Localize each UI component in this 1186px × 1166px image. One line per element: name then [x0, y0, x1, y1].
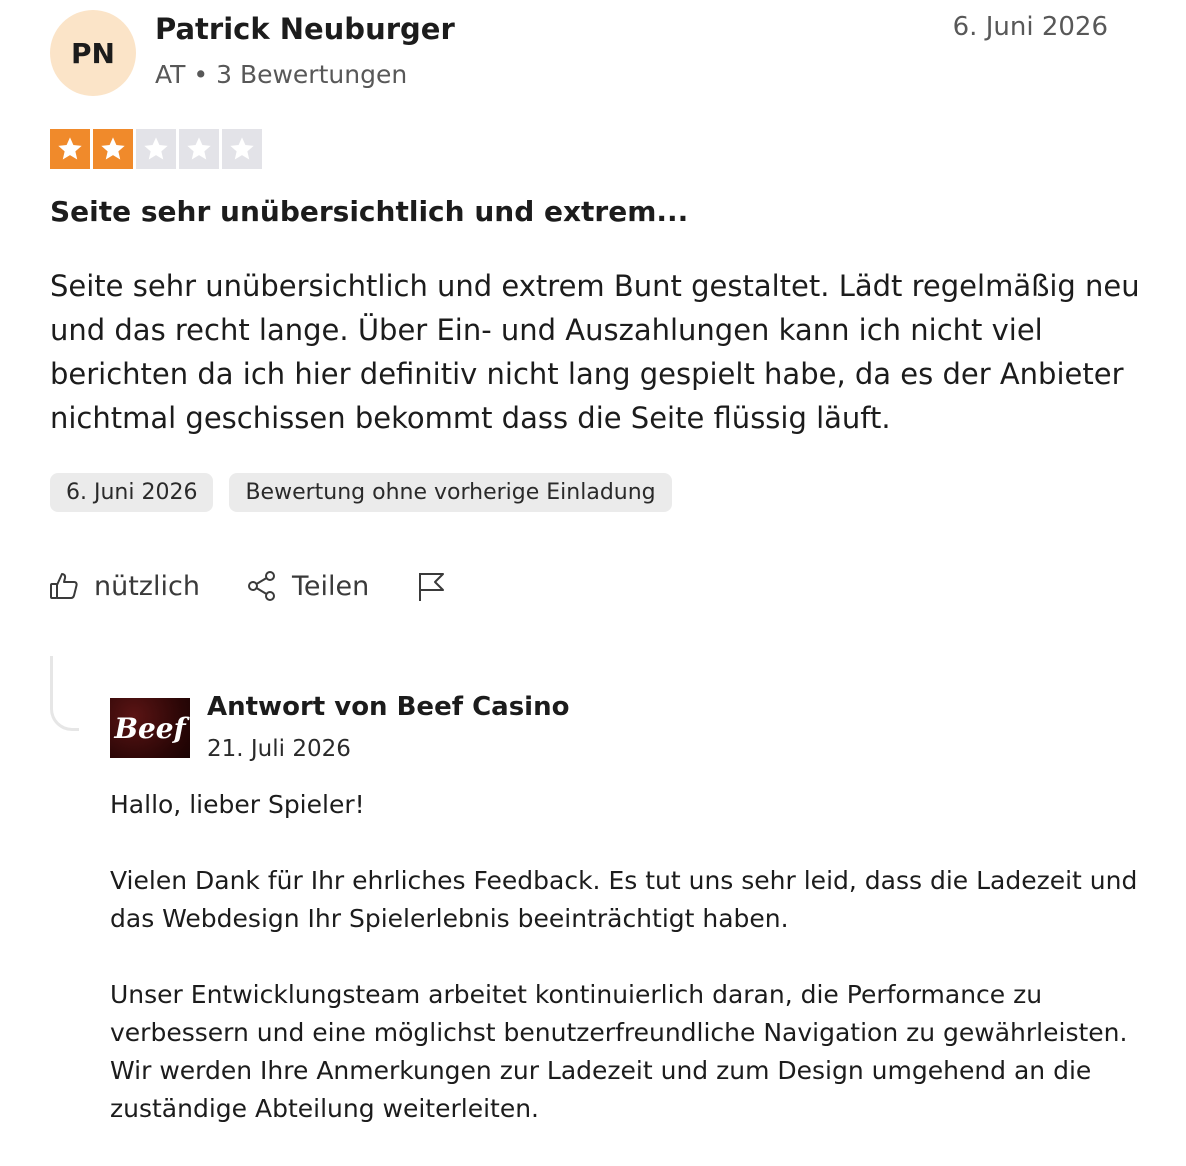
share-label: Teilen: [291, 570, 370, 602]
review-body: Seite sehr unübersichtlich und extrem Bunt gestaltet. Lädt regelmäßig neu und das recht lange. Über Ein- und Auszahlungen kann ich nicht viel berichten da ich hier definitiv nicht lang gespielt habe, da es der Anbieter nichtmal geschissen bekommt dass die Seite flüssig läuft.: [50, 269, 1140, 435]
reply-paragraph: Vielen Dank für Ihr ehrliches Feedback. Es tut uns sehr leid, dass die Ladezeit und das Webdesign Ihr Spielerlebnis beeinträchtigt haben.: [110, 866, 1138, 933]
flag-icon: [415, 570, 447, 602]
reply-paragraph: Hallo, lieber Spieler!: [110, 790, 365, 819]
review-tags: [50, 473, 672, 512]
review-actions: [48, 570, 493, 602]
share-button[interactable]: [246, 570, 369, 602]
invitation-tag: Bewertung ohne vorherige Einladung: [229, 473, 671, 512]
reply-connector: [50, 656, 79, 731]
avatar[interactable]: PN: [50, 10, 136, 96]
thumbs-up-icon: [48, 570, 80, 602]
star-rating: [50, 129, 262, 169]
reviewer-meta: [155, 60, 407, 89]
reply-text: [110, 786, 1140, 1166]
star-empty-icon: [222, 129, 262, 169]
report-button[interactable]: [415, 570, 447, 602]
reply-title: Antwort von Beef Casino: [207, 692, 570, 722]
reviewer-country: AT: [155, 60, 186, 89]
star-empty-icon: [179, 129, 219, 169]
useful-button[interactable]: [48, 570, 200, 602]
star-filled-icon: [50, 129, 90, 169]
review-title: Seite sehr unübersichtlich und extrem...: [50, 195, 689, 228]
useful-label: nützlich: [94, 570, 200, 602]
star-empty-icon: [136, 129, 176, 169]
reply-date: 21. Juli 2026: [207, 736, 351, 762]
review-date: 6. Juni 2026: [952, 12, 1108, 42]
reply-paragraph: Unser Entwicklungsteam arbeitet kontinuierlich daran, die Performance zu verbessern und eine möglichst benutzerfreundliche Navigation zu gewährleisten. Wir werden Ihre Anmerkungen zur Ladezeit und zum Design umgehend an die zuständige Abteilung weiterleiten.: [110, 980, 1128, 1123]
star-filled-icon: [93, 129, 133, 169]
share-icon: [246, 570, 278, 602]
reviewer-name[interactable]: Patrick Neuburger: [155, 12, 455, 46]
experience-date-tag: 6. Juni 2026: [50, 473, 213, 512]
company-logo[interactable]: Beef: [110, 698, 190, 758]
reviewer-review-count: 3 Bewertungen: [216, 60, 408, 89]
meta-separator: •: [193, 60, 209, 89]
